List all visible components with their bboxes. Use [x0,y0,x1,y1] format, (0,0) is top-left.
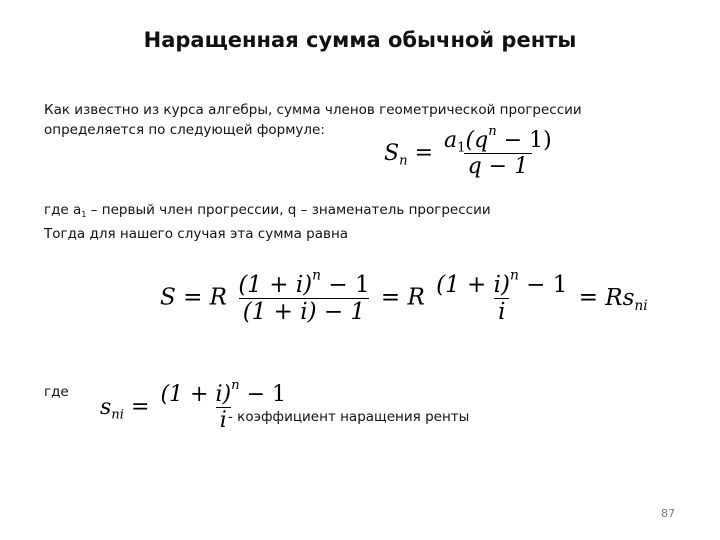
intro-line-1: Как известно из курса алгебры, сумма членов геометрической прогрессии [44,102,582,118]
page-number: 87 [661,507,675,520]
formula2-r-2: R [407,284,425,311]
formula2-fraction-2: $\frac{(1 + i)^n - 1}{i}$ [436,267,568,325]
formula1-fraction [440,124,556,179]
formula3-fraction: $\frac{(1 + i)^n - 1}{i}$ [160,378,286,433]
then-line: Тогда для нашего случая эта сумма равна [44,226,349,242]
geometric-sum-formula [384,124,556,179]
formula2-rhs: $Rs_{ni}$ [605,284,648,314]
formula2-fraction-1: $\frac{(1 + i)^n - 1}{(1 + i) - 1}$ [238,267,370,325]
annuity-sum-formula [160,267,648,325]
formula1-equals: = [414,140,434,166]
where-label: где [44,384,69,400]
formula2-equals-2: = [380,284,401,311]
formula2-r-1: R [209,284,227,311]
formula1-numerator: $a_1(q^n - 1)$ [444,124,552,156]
slide-title: Наращенная сумма обычной ренты [143,28,577,52]
coefficient-caption: - коэффициент наращения ренты [228,409,470,425]
formula3-lhs: $s_{ni}$ [100,394,125,423]
formula2-equals-3: = [578,284,598,311]
formula2-equals-1: = [183,284,203,311]
intro-line-2: определяется по следующей формуле: [44,122,325,138]
definition-line: где $a_1$ – первый член прогрессии, q – знаменатель прогрессии [44,202,491,219]
formula2-lhs: S [160,284,176,311]
formula1-lhs: $S_n$ [384,140,408,169]
formula1-denominator: q − 1 [464,153,533,179]
formula3-equals: = [131,394,150,420]
